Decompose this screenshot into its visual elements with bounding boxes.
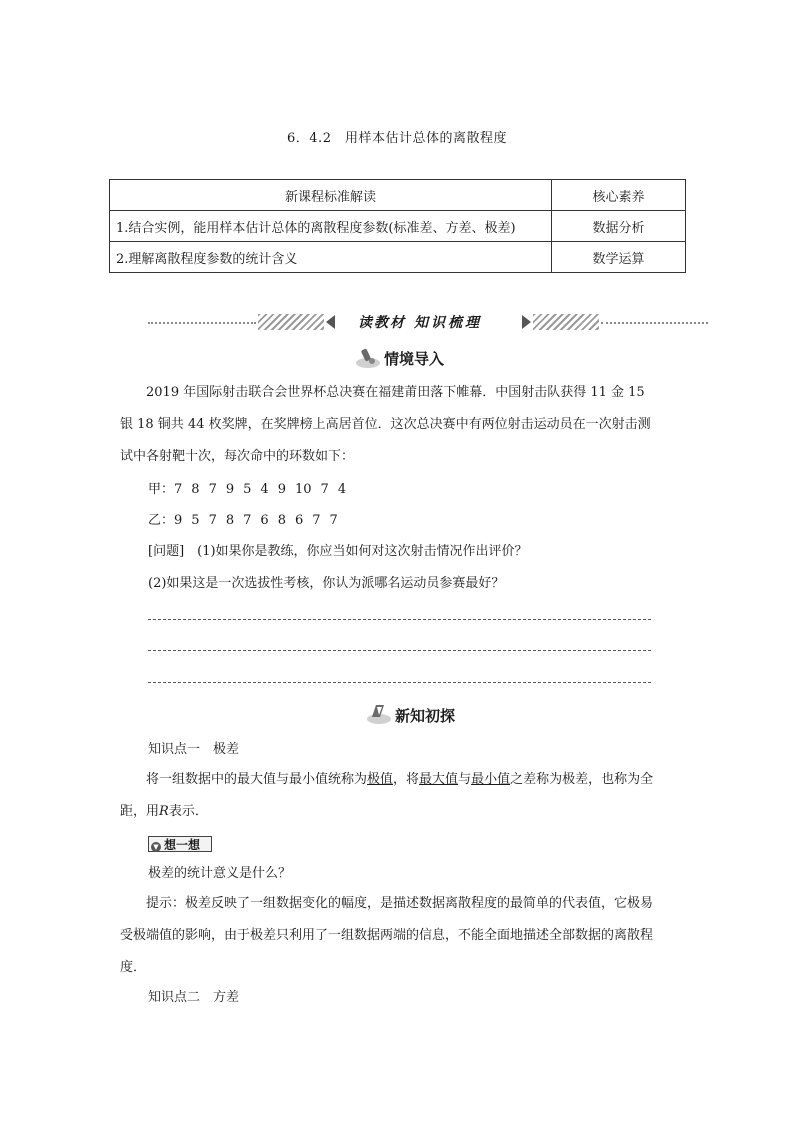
yi-score: 9 — [174, 513, 183, 528]
jia-scores — [148, 482, 355, 498]
think-answer: 提示：极差反映了一组数据变化的幅度，是描述数据离散程度的最简单的代表值，它极易受极端值的影响，由于极差只利用了一组数据两端的信息，不能全面地描述全部数据的离散程度． — [120, 896, 654, 975]
jia-score: 8 — [191, 482, 200, 497]
page-title: 6．4.2 用样本估计总体的离散程度 — [287, 131, 507, 146]
variable-r: R — [159, 804, 169, 819]
new-knowledge-icon — [366, 701, 392, 725]
table-cell: 1.结合实例，能用样本估计总体的离散程度参数(标准差、方差、极差) — [110, 211, 552, 242]
def-text: 与 — [458, 772, 472, 787]
banner-dotted-line — [148, 322, 256, 324]
yi-score: 8 — [277, 513, 286, 528]
section-heading-scene: 情境导入 — [384, 350, 445, 368]
banner-right-arrow-icon — [522, 315, 531, 329]
yi-score: 5 — [191, 513, 200, 528]
think-question: 极差的统计意义是什么？ — [148, 866, 292, 881]
jia-score: 5 — [243, 482, 252, 497]
banner-stripes — [533, 314, 599, 330]
yi-values — [174, 513, 347, 528]
def-text: ，将 — [393, 772, 420, 787]
banner-title — [358, 312, 482, 332]
answer-line — [148, 682, 651, 683]
def-text: 将一组数据中的最大值与最小值统称为 — [146, 772, 368, 787]
jia-label: 甲： — [148, 482, 175, 497]
range-definition — [120, 764, 660, 828]
intro-paragraph: 2019 年国际射击联合会世界杯总决赛在福建莆田落下帷幕．中国射击队获得 11 金 15 银 18 铜共 44 枚奖牌，在奖牌榜上高居首位．这次总决赛中有两位射击运动员在一次射击测试中各射靶十次，每次命中的环数如下： — [120, 385, 651, 464]
jia-score: 7 — [320, 482, 329, 497]
chevron-down-icon: ▼ — [151, 842, 161, 852]
jia-score: 9 — [225, 482, 235, 497]
think-label: 想一想 — [164, 838, 201, 852]
table-row — [110, 242, 686, 273]
yi-score: 6 — [294, 513, 304, 528]
banner-stripes — [258, 314, 324, 330]
answer-line — [148, 619, 651, 620]
jia-score: 7 — [174, 482, 183, 497]
section-heading-new: 新知初探 — [395, 707, 456, 725]
scene-intro-icon — [355, 345, 381, 369]
table-header-row — [110, 180, 686, 211]
jia-values — [174, 482, 355, 497]
jia-score: 4 — [260, 482, 269, 497]
jia-score: 9 — [277, 482, 286, 497]
yi-score: 8 — [225, 513, 235, 528]
banner-left-arrow-icon — [326, 315, 335, 329]
yi-score: 7 — [208, 513, 217, 528]
table-cell: 数学运算 — [552, 242, 686, 273]
knowledge-point-2-label: 知识点二 方差 — [148, 990, 240, 1005]
yi-score: 6 — [260, 513, 269, 528]
def-text: 之差称为极差，也称为全距，用 — [120, 772, 654, 819]
banner-dotted-line — [601, 322, 708, 324]
table-cell: 2.理解离散程度参数的统计含义 — [110, 242, 552, 273]
jia-score: 4 — [337, 482, 347, 497]
term-max-value: 最大值 — [419, 772, 459, 787]
question-1: [问题] (1)如果你是教练，你应当如何对这次射击情况作出评价？ — [148, 544, 528, 559]
term-extreme-value: 极值 — [367, 772, 394, 787]
yi-score: 7 — [329, 513, 338, 528]
yi-score: 7 — [243, 513, 252, 528]
jia-score: 10 — [294, 482, 312, 497]
banner-main: 读教材 — [358, 315, 406, 331]
banner-sub: 知识梳理 — [414, 315, 482, 331]
def-text: 表示． — [168, 804, 208, 819]
jia-score: 7 — [208, 482, 217, 497]
standards-table — [109, 179, 686, 273]
table-header-cell: 核心素养 — [552, 180, 686, 211]
section-banner — [148, 311, 708, 335]
term-min-value: 最小值 — [471, 772, 511, 787]
knowledge-point-1-label: 知识点一 极差 — [148, 742, 240, 757]
answer-line — [148, 650, 651, 651]
yi-scores — [148, 513, 347, 529]
table-header-cell: 新课程标准解读 — [110, 180, 552, 211]
table-cell: 数据分析 — [552, 211, 686, 242]
yi-score: 7 — [312, 513, 321, 528]
yi-label: 乙： — [148, 513, 175, 528]
think-box — [148, 836, 212, 852]
question-2: (2)如果这是一次选拔性考核，你认为派哪名运动员参赛最好？ — [148, 576, 505, 591]
table-row — [110, 211, 686, 242]
